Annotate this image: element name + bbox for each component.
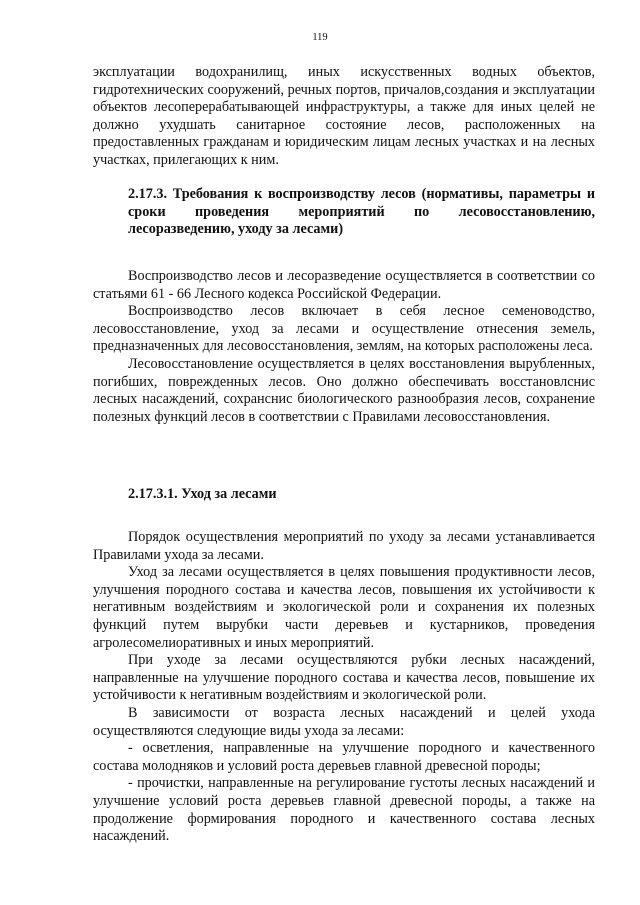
page-number: 119 — [312, 32, 328, 43]
section-2-17-3-1-body — [93, 529, 595, 846]
paragraph-care-types-intro: В зависимости от возраста лесных насаждений и целей ухода осуществляются следующие виды ухода за лесами: — [93, 704, 595, 739]
section-2-17-3-heading: 2.17.3. Требования к воспроизводству лесов (нормативы, параметры и сроки проведения мероприятий по лесовосстановлению, лесоразведению, уходу за лесами) — [128, 186, 595, 238]
paragraph-reforestation-goals: Лесовосстановление осуществляется в целях восстановления вырубленных, погибших, поврежденных лесов. Оно должно обеспечивать восстановлснис лесных насаждений, сохранснис биологического разнообразия лесов, сохранение полезных функций лесов в соответствии с Правилами лесовосстановления. — [93, 355, 595, 425]
intro-paragraph: эксплуатации водохранилищ, иных искусственных водных объектов, гидротехнических сооружений, речных портов, причалов,создания и эксплуатации объектов лесоперерабатывающей инфраструктуры, а также для иных целей не должно ухудшать санитарное состояние лесов, расположенных на предоставленных гражданам и юридическим лицам лесных участках и на лесных участках, прилегающих к ним. — [93, 64, 595, 168]
paragraph-care-procedure: Порядок осуществления мероприятий по уходу за лесами устанавливается Правилами ухода за лесами. — [93, 529, 595, 563]
list-item-clearing: - осветления, направленные на улучшение породного и качественного состава молодняков и условий роста деревьев главной древесной породы; — [93, 740, 595, 774]
paragraph-care-goals: Уход за лесами осуществляется в целях повышения продуктивности лесов, улучшения породного состава и качества лесов, повышения их устойчивости к негативным воздействиям и экологической роли и сохранения их полезных функций путем вырубки части деревьев и кустарников, проведения агролесомелиоративных и иных мероприятий. — [93, 564, 595, 651]
paragraph-reproduction-legal-basis: Воспроизводство лесов и лесоразведение осуществляется в соответствии со статьями 61 - 66 Лесного кодекса Российской Федерации. — [93, 268, 595, 302]
list-item-thinning: - прочистки, направленные на регулирование густоты лесных насаждений и улучшение условий роста деревьев главной древесной породы, а также на продолжение формирования породного и качественного состава лесных насаждений. — [93, 775, 595, 845]
intro-paragraph-block — [93, 64, 595, 170]
paragraph-reproduction-includes: Воспроизводство лесов включает в себя лесное семеноводство, лесовосстановление, уход за лесами и осуществление отнесения земель, предназначенных для лесовосстановления, землям, на которых расположены леса. — [93, 303, 595, 355]
section-2-17-3-body — [93, 268, 595, 426]
paragraph-care-felling: При уходе за лесами осуществляются рубки лесных насаждений, направленные на улучшение породного состава и качества лесов, повышение их устойчивости к негативным воздействиям и экологической роли. — [93, 652, 595, 704]
section-2-17-3-1-heading-block — [93, 486, 595, 504]
section-2-17-3-heading-block — [93, 186, 595, 239]
section-2-17-3-1-heading: 2.17.3.1. Уход за лесами — [128, 486, 277, 502]
